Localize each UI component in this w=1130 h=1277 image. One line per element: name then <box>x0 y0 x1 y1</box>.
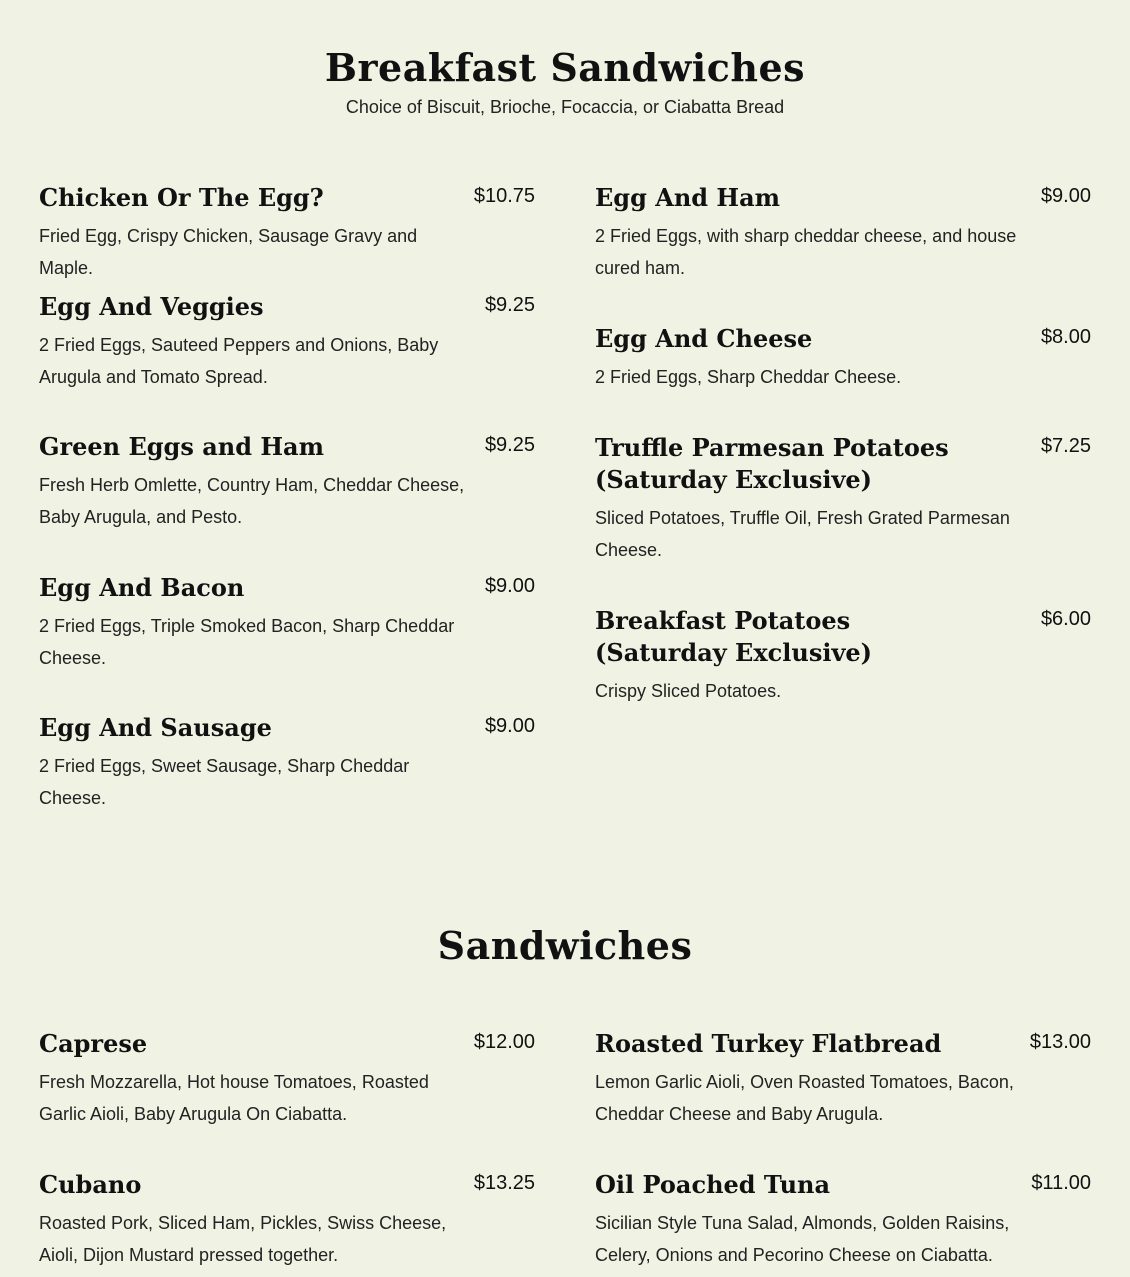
item-description: 2 Fried Eggs, Triple Smoked Bacon, Sharp Cheddar Cheese. <box>39 616 455 668</box>
item-price: $9.00 <box>484 575 535 597</box>
item-name: Chicken Or The Egg? <box>39 183 324 212</box>
item-price: $10.75 <box>473 185 535 207</box>
item-price: $12.00 <box>473 1031 535 1053</box>
menu-item <box>595 182 1091 284</box>
item-name: Cubano <box>39 1170 142 1199</box>
menu-item <box>39 572 535 674</box>
item-price: $6.00 <box>1040 608 1091 630</box>
item-name: Oil Poached Tuna <box>595 1170 831 1199</box>
item-name: Egg And Veggies <box>39 292 264 321</box>
item-price: $9.00 <box>484 715 535 737</box>
menu-item <box>39 182 535 284</box>
menu-item <box>595 432 1091 566</box>
item-name: Egg And Ham <box>595 183 781 212</box>
item-price: $8.00 <box>1040 326 1091 348</box>
menu-item <box>39 712 535 814</box>
breakfast-section-subtitle: Choice of Biscuit, Brioche, Focaccia, or Ciabatta Bread <box>345 97 785 117</box>
item-description: Fried Egg, Crispy Chicken, Sausage Gravy and Maple. <box>39 226 418 278</box>
menu-item <box>595 323 1091 393</box>
item-description: Roasted Pork, Sliced Ham, Pickles, Swiss Cheese, Aioli, Dijon Mustard pressed together. <box>39 1213 447 1265</box>
item-description: Fresh Mozzarella, Hot house Tomatoes, Roasted Garlic Aioli, Baby Arugula On Ciabatta. <box>39 1072 429 1124</box>
menu-item <box>595 605 1091 707</box>
item-name: Egg And Cheese <box>595 324 813 353</box>
item-price: $13.00 <box>1029 1031 1091 1053</box>
item-name: Caprese <box>39 1029 148 1058</box>
item-name: Roasted Turkey Flatbread <box>595 1029 942 1058</box>
item-description: Sicilian Style Tuna Salad, Almonds, Golden Raisins, Celery, Onions and Pecorino Cheese on Ciabatta. <box>595 1213 1010 1265</box>
item-price: $9.25 <box>484 294 535 316</box>
item-name: Egg And Sausage <box>39 713 272 742</box>
item-description: Sliced Potatoes, Truffle Oil, Fresh Grated Parmesan Cheese. <box>595 508 1010 560</box>
item-description: Lemon Garlic Aioli, Oven Roasted Tomatoes, Bacon, Cheddar Cheese and Baby Arugula. <box>595 1072 1014 1124</box>
item-price: $13.25 <box>473 1172 535 1194</box>
menu-item <box>39 1169 535 1271</box>
item-name: Truffle Parmesan Potatoes (Saturday Exclusive) <box>595 433 949 494</box>
menu-item <box>39 1028 535 1130</box>
menu-item <box>595 1169 1091 1271</box>
item-description: 2 Fried Eggs, with sharp cheddar cheese, and house cured ham. <box>595 226 1017 278</box>
item-description: 2 Fried Eggs, Sweet Sausage, Sharp Cheddar Cheese. <box>39 756 410 808</box>
item-description: 2 Fried Eggs, Sauteed Peppers and Onions, Baby Arugula and Tomato Spread. <box>39 335 439 387</box>
item-price: $11.00 <box>1031 1172 1091 1194</box>
item-name: Egg And Bacon <box>39 573 245 602</box>
item-description: Fresh Herb Omlette, Country Ham, Cheddar Cheese, Baby Arugula, and Pesto. <box>39 475 465 527</box>
breakfast-section-title: Breakfast Sandwiches <box>324 45 806 90</box>
item-price: $9.25 <box>484 434 535 456</box>
sandwiches-section-title: Sandwiches <box>437 923 693 968</box>
item-name: Breakfast Potatoes (Saturday Exclusive) <box>595 606 873 667</box>
item-name: Green Eggs and Ham <box>39 432 324 461</box>
menu-item <box>39 431 535 533</box>
menu-item <box>595 1028 1091 1130</box>
item-price: $9.00 <box>1040 185 1091 207</box>
item-description: Crispy Sliced Potatoes. <box>595 681 782 701</box>
menu-item <box>39 291 535 393</box>
item-description: 2 Fried Eggs, Sharp Cheddar Cheese. <box>595 367 902 387</box>
item-price: $7.25 <box>1040 435 1091 457</box>
